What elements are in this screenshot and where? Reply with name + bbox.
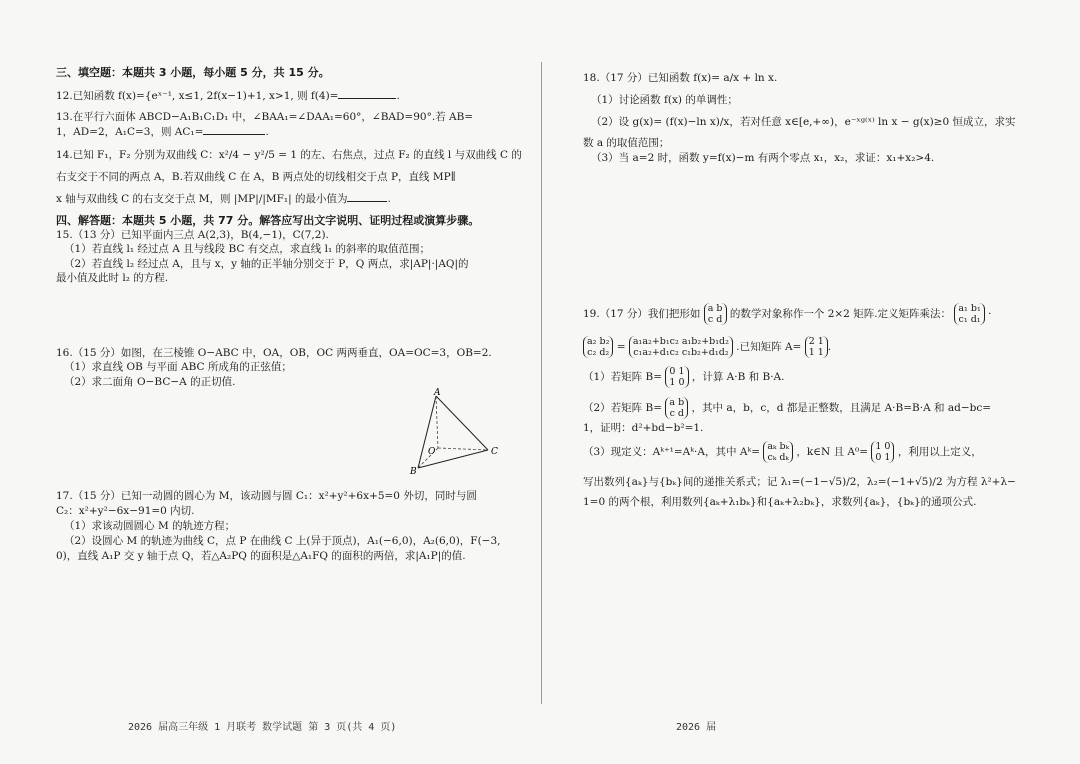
question-17-stem-cont: C₂：x²+y²−6x−91=0 内切.: [56, 505, 195, 517]
question-17-part2-cont: 0)，直线 A₁P 交 y 轴于点 Q，若△A₂PQ 的面积是△A₁FQ 的面积的两倍，求|A₁P|的值.: [56, 550, 466, 562]
question-19-part3-cont: 写出数列{aₖ}与{bₖ}间的递推关系式；记 λ₁=(−1−√5)/2，λ₂=(−1+√5)/2 为方程 λ²+λ−: [583, 476, 1016, 488]
matrix-Ak: aₖ bₖ cₖ dₖ: [763, 441, 793, 463]
question-19-part3: （3）现定义：Aᵏ⁺¹=Aᵏ·A，其中 Aᵏ= aₖ bₖ cₖ dₖ ，k∈N 且 A⁰= 1 0 0 1 ，利用以上定义，: [583, 441, 982, 463]
section-4-heading: 四、解答题：本题共 5 小题，共 77 分。解答应写出文字说明、证明过程或演算步骤。: [56, 214, 480, 227]
matrix-product: a₁a₂+b₁c₂ a₁b₂+b₁d₂ c₁a₂+d₁c₂ c₁b₂+d₁d₂: [629, 336, 733, 358]
question-19-part1: （1）若矩阵 B= 0 1 1 0 ，计算 A·B 和 B·A.: [583, 366, 785, 388]
question-17-stem: 17.（15 分）已知一动圆的圆心为 M，该动圆与圆 C₁：x²+y²+6x+5=0 外切，同时与圆: [56, 490, 477, 502]
question-17-part1: （1）求该动圆圆心 M 的轨迹方程；: [64, 520, 236, 532]
question-16-part1: （1）求直线 OB 与平面 ABC 所成角的正弦值；: [64, 361, 292, 373]
question-14-line2: 右支交于不同的两点 A，B.若双曲线 C 在 A，B 两点处的切线相交于点 P，直线 MP∥: [56, 171, 456, 183]
edge-OA: [436, 396, 438, 448]
question-15-part2-cont: 最小值及此时 l₂ 的方程.: [56, 272, 169, 284]
matrix-abcd: a b c d: [704, 303, 727, 325]
matrix-B2: a b c d: [665, 397, 688, 419]
matrix-A: 2 1 1 1: [805, 336, 828, 358]
matrix-m1: a₁ b₁ c₁ d₁: [954, 303, 984, 325]
question-19-part2-cont: 1，证明：d²+bd−b²=1.: [583, 422, 704, 434]
question-17-part2: （2）设圆心 M 的轨迹为曲线 C，点 P 在曲线 C 上(异于顶点)，A₁(−6,0)，A₂(6,0)，F(−3,: [64, 535, 501, 547]
edge-OC: [438, 448, 488, 450]
page-footer-right: 2026 届: [676, 722, 717, 733]
pyramid-figure: [408, 388, 508, 476]
question-15-part2: （2）若直线 l₂ 经过点 A，且与 x，y 轴的正半轴分别交于 P，Q 两点，求|AP|·|AQ|的: [64, 258, 469, 270]
section-3-heading: 三、填空题：本题共 3 小题，每小题 5 分，共 15 分。: [56, 66, 330, 79]
label-A: A: [434, 388, 441, 398]
page-footer-left: 2026 届高三年级 1 月联考 数学试题 第 3 页(共 4 页): [128, 722, 397, 733]
matrix-A0: 1 0 0 1: [871, 441, 894, 463]
question-19-product-def: a₂ b₂ c₂ d₂ = a₁a₂+b₁c₂ a₁b₂+b₁d₂ c₁a₂+d₁c₂ c₁b₂+d₁d₂ .已知矩阵 A= 2 1 1 1 .: [583, 336, 831, 358]
question-19-part3-end: 1=0 的两个根，利用数列{aₖ+λ₁bₖ}和{aₖ+λ₂bₖ}，求数列{aₖ}，{bₖ}的通项公式.: [583, 496, 977, 508]
question-16-part2: （2）求二面角 O−BC−A 的正切值.: [64, 376, 236, 388]
column-divider: [541, 62, 542, 704]
question-18-part2-cont: 数 a 的取值范围；: [583, 137, 670, 149]
question-18-part3: （3）当 a=2 时，函数 y=f(x)−m 有两个零点 x₁，x₂，求证：x₁+x₂>4.: [591, 152, 935, 164]
question-16-stem: 16.（15 分）如图，在三棱锥 O−ABC 中，OA，OB，OC 两两垂直，OA=OC=3，OB=2.: [56, 347, 492, 359]
edge-AC: [436, 396, 488, 450]
question-15-part1: （1）若直线 l₁ 经过点 A 且与线段 BC 有交点，求直线 l₁ 的斜率的取值范围；: [64, 243, 431, 255]
question-19-part2: （2）若矩阵 B= a b c d ，其中 a，b，c，d 都是正整数，且满足 A·B=B·A 和 ad−bc=: [583, 397, 992, 419]
label-B: B: [410, 467, 417, 476]
question-18-part2: （2）设 g(x)= (f(x)−ln x)/x，若对任意 x∈[e,+∞)，e⁻ˣᵍ⁽ˣ⁾ ln x − g(x)≥0 恒成立，求实: [591, 116, 1016, 128]
question-18-stem: 18.（17 分）已知函数 f(x)= a/x + ln x.: [583, 72, 778, 84]
question-13-line2: 1，AD=2，A₁C=3，则 AC₁= .: [56, 126, 269, 138]
question-19-stem: 19.（17 分）我们把形如 a b c d 的数学对象称作一个 2×2 矩阵.定义矩阵乘法： a₁ b₁ c₁ d₁ ·: [583, 303, 992, 325]
question-15-stem: 15.（13 分）已知平面内三点 A(2,3)，B(4,−1)，C(7,2).: [56, 229, 329, 241]
question-14-line1: 14.已知 F₁，F₂ 分别为双曲线 C：x²/4 − y²/5 = 1 的左、右焦点，过点 F₂ 的直线 l 与双曲线 C 的: [56, 149, 522, 161]
question-12: 12.已知函数 f(x)={eˣ⁻¹, x≤1, 2f(x−1)+1, x>1, 则 f(4)= .: [56, 90, 400, 102]
edge-AB: [418, 396, 436, 468]
question-13-line1: 13.在平行六面体 ABCD−A₁B₁C₁D₁ 中，∠BAA₁=∠DAA₁=60°，∠BAD=90°.若 AB=: [56, 111, 474, 123]
question-14-line3: x 轴与双曲线 C 的右支交于点 M，则 |MP|/|MF₁| 的最小值为 .: [56, 193, 391, 205]
matrix-B1: 0 1 1 0: [665, 366, 688, 388]
label-C: C: [491, 447, 498, 457]
matrix-m2: a₂ b₂ c₂ d₂: [583, 336, 613, 358]
question-18-part1: （1）讨论函数 f(x) 的单调性；: [591, 94, 738, 106]
label-O: O: [428, 447, 436, 457]
